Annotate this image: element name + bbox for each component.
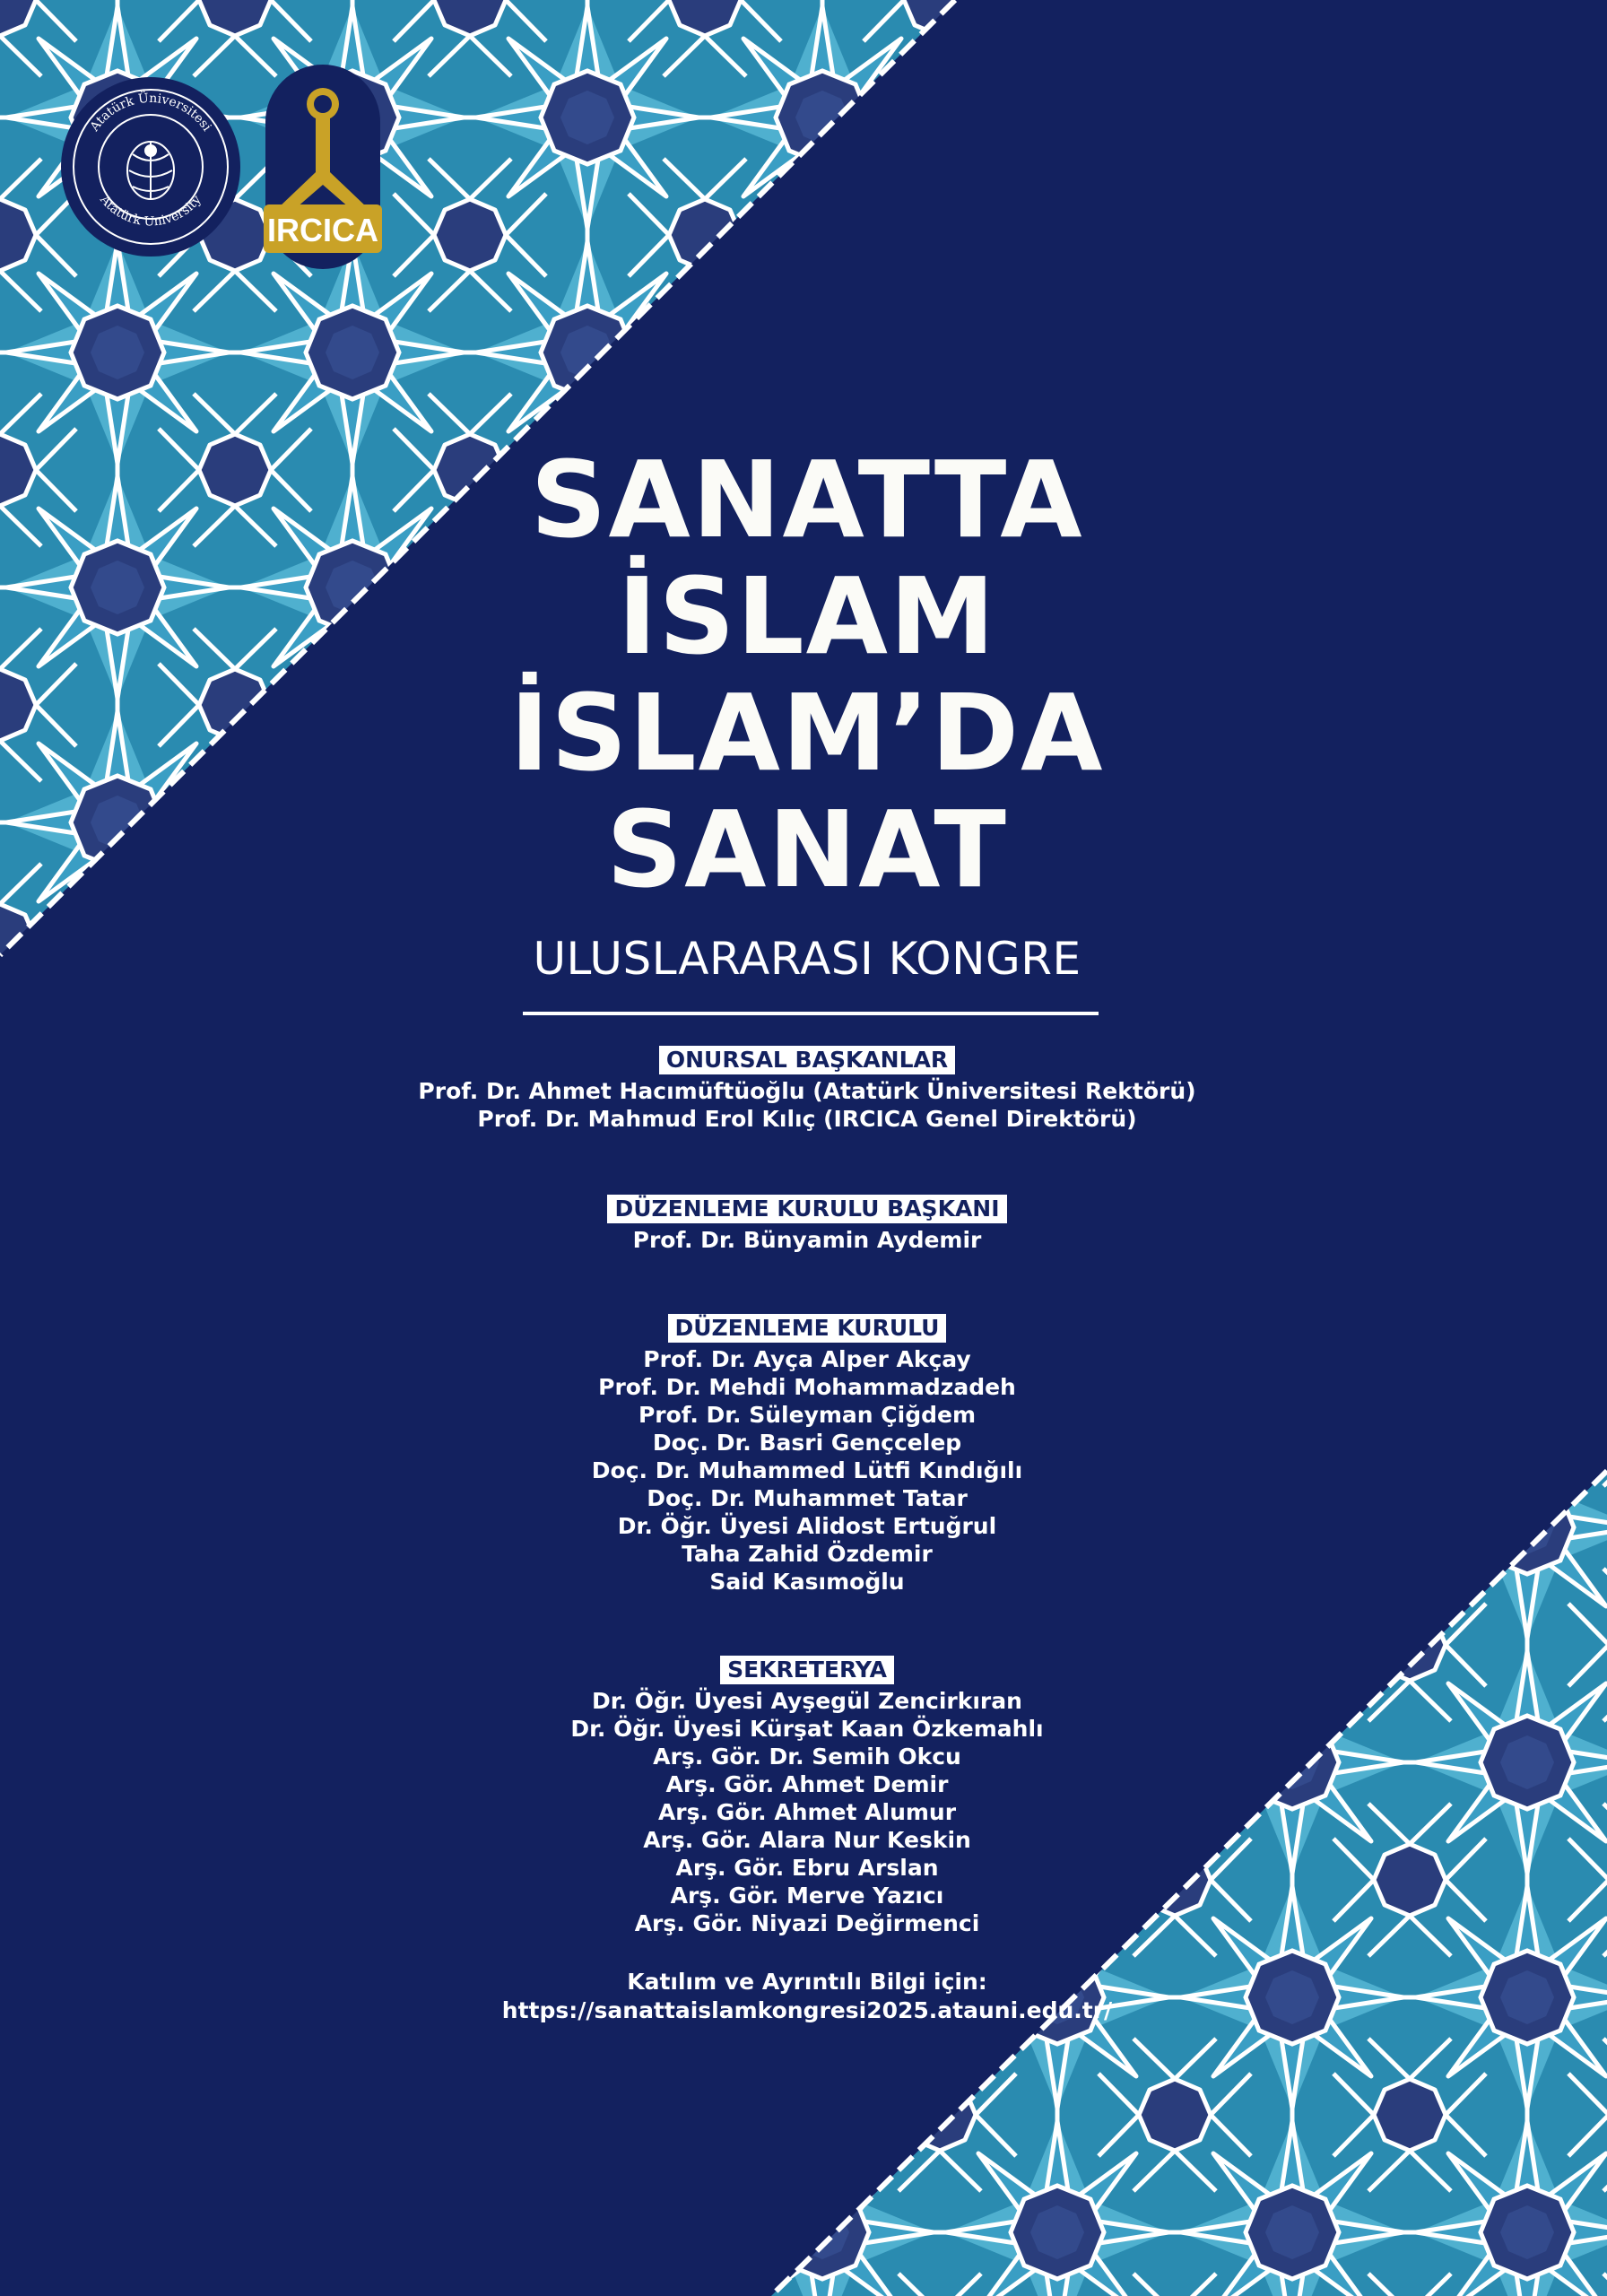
- section-label: DÜZENLEME KURULU: [668, 1314, 947, 1343]
- honorary-presidents-section: [404, 1046, 1211, 1133]
- member-name: Prof. Dr. Ayça Alper Akçay: [643, 1346, 971, 1372]
- member-name: Arş. Gör. Dr. Semih Okcu: [653, 1744, 961, 1770]
- member-name: Doç. Dr. Muhammed Lütfi Kındığılı: [591, 1457, 1023, 1483]
- title-line: İSLAM: [617, 554, 997, 678]
- member-name: Prof. Dr. Mehdi Mohammadzadeh: [598, 1374, 1016, 1400]
- member-name: Arş. Gör. Niyazi Değirmenci: [634, 1910, 980, 1936]
- member-name: Prof. Dr. Mahmud Erol Kılıç (IRCICA Genel Direktörü): [477, 1106, 1137, 1132]
- ircica-wordmark: IRCICA: [267, 212, 378, 248]
- member-name: Arş. Gör. Ebru Arslan: [675, 1855, 939, 1881]
- subtitle: ULUSLARARASI KONGRE: [533, 933, 1081, 985]
- member-name: Doç. Dr. Basri Gençcelep: [652, 1430, 962, 1456]
- section-label: ONURSAL BAŞKANLAR: [659, 1046, 955, 1074]
- section-label: DÜZENLEME KURULU BAŞKANI: [607, 1195, 1006, 1223]
- title-line: SANATTA: [530, 438, 1084, 561]
- title-line: İSLAM’DA: [509, 671, 1105, 795]
- committee-chair-section: [404, 1195, 1211, 1254]
- member-name: Prof. Dr. Bünyamin Aydemir: [632, 1227, 982, 1253]
- member-name: Arş. Gör. Ahmet Alumur: [657, 1799, 957, 1825]
- svg-text:Atatürk University: Atatürk University: [97, 192, 204, 230]
- member-name: Taha Zahid Özdemir: [682, 1541, 933, 1567]
- info-heading: Katılım ve Ayrıntılı Bilgi için:: [627, 1969, 987, 1995]
- title-line: SANAT: [606, 787, 1008, 911]
- ircica-logo: [242, 65, 404, 269]
- svg-text:Atatürk Üniversitesi: Atatürk Üniversitesi: [87, 91, 214, 135]
- member-name: Dr. Öğr. Üyesi Ayşegül Zencirkıran: [592, 1688, 1022, 1714]
- member-name: Arş. Gör. Alara Nur Keskin: [643, 1827, 971, 1853]
- ataturk-university-logo: [61, 77, 240, 257]
- member-name: Arş. Gör. Ahmet Demir: [665, 1771, 949, 1797]
- divider: [523, 1012, 1099, 1015]
- section-label: SEKRETERYA: [720, 1656, 894, 1684]
- organizing-committee-section: [404, 1314, 1211, 1596]
- member-name: Prof. Dr. Süleyman Çiğdem: [638, 1402, 976, 1428]
- secretariat-section: [404, 1656, 1211, 1937]
- congress-website-link[interactable]: https://sanattaislamkongresi2025.atauni.edu.tr/: [501, 1997, 1113, 2023]
- member-name: Arş. Gör. Merve Yazıcı: [670, 1883, 944, 1909]
- member-name: Said Kasımoğlu: [709, 1569, 905, 1595]
- member-name: Dr. Öğr. Üyesi Kürşat Kaan Özkemahlı: [570, 1716, 1044, 1742]
- member-name: Doç. Dr. Muhammet Tatar: [647, 1485, 968, 1511]
- main-title: [466, 438, 1148, 911]
- member-name: Prof. Dr. Ahmet Hacımüftüoğlu (Atatürk Üniversitesi Rektörü): [418, 1078, 1196, 1104]
- member-name: Dr. Öğr. Üyesi Alidost Ertuğrul: [617, 1513, 997, 1539]
